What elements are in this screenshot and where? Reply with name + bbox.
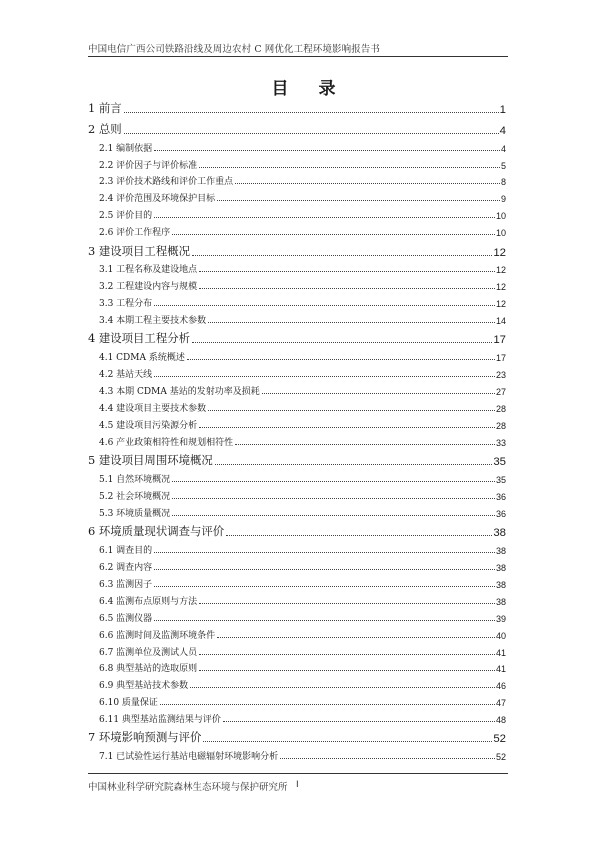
toc-entry-page: 38 xyxy=(495,546,506,557)
toc-dot-leader xyxy=(124,133,499,134)
toc-dot-leader xyxy=(154,552,495,553)
toc-dot-leader xyxy=(262,393,495,394)
toc-dot-leader xyxy=(154,586,495,587)
toc-entry-page: 10 xyxy=(495,211,506,222)
toc-entry-page: 38 xyxy=(495,563,506,574)
toc-entry-page: 27 xyxy=(495,387,506,398)
toc-section-entry[interactable] xyxy=(88,539,506,556)
toc-dot-leader xyxy=(192,255,492,256)
toc-entry-page: 47 xyxy=(495,698,506,709)
toc-dot-leader xyxy=(154,305,495,306)
toc-entry-label: 6 环境质量现状调查与评价 xyxy=(88,524,225,539)
toc-entry-page: 4 xyxy=(500,143,506,154)
toc-entry-label: 3.4 本期工程主要技术参数 xyxy=(99,316,207,327)
toc-entry-page: 39 xyxy=(495,613,506,624)
toc-dot-leader xyxy=(217,637,495,638)
toc-section-entry[interactable] xyxy=(88,380,506,397)
toc-entry-page: 35 xyxy=(495,475,506,486)
table-of-contents xyxy=(88,96,506,762)
toc-entry-page: 8 xyxy=(500,177,506,188)
toc-entry-page: 17 xyxy=(495,353,506,364)
toc-entry-page: 36 xyxy=(495,508,506,519)
toc-entry-label: 4.3 本期 CDMA 基站的发射功率及损耗 xyxy=(99,387,260,398)
toc-entry-page: 10 xyxy=(495,228,506,239)
toc-entry-label: 1 前言 xyxy=(88,101,122,116)
toc-entry-label: 4.4 建设项目主要技术参数 xyxy=(99,404,207,415)
toc-entry-page: 48 xyxy=(495,715,506,726)
toc-dot-leader xyxy=(172,515,495,516)
toc-entry-page: 17 xyxy=(493,334,506,347)
toc-entry-label: 3.1 工程名称及建设地点 xyxy=(99,265,198,276)
page-number: I xyxy=(296,779,299,790)
toc-dot-leader xyxy=(208,322,495,323)
toc-dot-leader xyxy=(199,427,495,428)
toc-entry-page: 12 xyxy=(495,265,506,276)
toc-dot-leader xyxy=(208,410,495,411)
toc-entry-label: 7.1 已试验性运行基站电磁辐射环境影响分析 xyxy=(99,752,279,763)
toc-entry-label: 4.1 CDMA 系统概述 xyxy=(99,353,185,364)
toc-entry-label: 6.4 监测布点原则与方法 xyxy=(99,596,198,607)
toc-entry-page: 36 xyxy=(495,491,506,502)
toc-entry-page: 46 xyxy=(495,681,506,692)
toc-entry-label: 2.4 评价范围及环境保护目标 xyxy=(99,194,216,205)
toc-section-entry[interactable] xyxy=(88,658,506,675)
toc-entry-label: 4.6 产业政策相符性和规划相符性 xyxy=(99,437,234,448)
toc-entry-label: 6.3 监测因子 xyxy=(99,579,153,590)
toc-dot-leader xyxy=(154,569,495,570)
toc-section-entry[interactable] xyxy=(88,431,506,448)
toc-section-entry[interactable] xyxy=(88,259,506,276)
toc-entry-label: 2 总则 xyxy=(88,121,122,136)
toc-entry-page: 52 xyxy=(495,752,506,763)
toc-section-entry[interactable] xyxy=(88,221,506,238)
toc-section-entry[interactable] xyxy=(88,691,506,708)
toc-section-entry[interactable] xyxy=(88,674,506,691)
toc-section-entry[interactable] xyxy=(88,137,506,154)
toc-section-entry[interactable] xyxy=(88,468,506,485)
toc-entry-label: 5.2 社会环境概况 xyxy=(99,491,171,502)
toc-dot-leader xyxy=(199,167,500,168)
toc-dot-leader xyxy=(172,498,495,499)
toc-entry-label: 2.1 编制依据 xyxy=(99,143,153,154)
toc-dot-leader xyxy=(215,464,493,465)
toc-dot-leader xyxy=(199,288,495,289)
toc-dot-leader xyxy=(172,234,495,235)
page-footer: 中国林业科学研究院森林生态环境与保护研究所 xyxy=(88,782,288,793)
toc-section-entry[interactable] xyxy=(88,641,506,658)
toc-entry-label: 3 建设项目工程概况 xyxy=(88,243,190,258)
toc-entry-page: 41 xyxy=(495,647,506,658)
toc-entry-page: 23 xyxy=(495,370,506,381)
toc-section-entry[interactable] xyxy=(88,414,506,431)
toc-entry-label: 5.3 环境质量概况 xyxy=(99,508,171,519)
toc-dot-leader xyxy=(217,200,500,201)
toc-entry-page: 12 xyxy=(493,246,506,259)
toc-entry-page: 40 xyxy=(495,630,506,641)
toc-chapter-entry[interactable] xyxy=(88,326,506,346)
toc-dot-leader xyxy=(199,654,495,655)
toc-dot-leader xyxy=(203,741,492,742)
toc-entry-page: 28 xyxy=(495,404,506,415)
toc-entry-page: 12 xyxy=(495,282,506,293)
toc-dot-leader xyxy=(154,150,500,151)
toc-dot-leader xyxy=(235,444,495,445)
toc-entry-label: 6.5 监测仪器 xyxy=(99,613,153,624)
toc-chapter-entry[interactable] xyxy=(88,448,506,468)
toc-section-entry[interactable] xyxy=(88,346,506,363)
toc-entry-label: 6.2 调查内容 xyxy=(99,563,153,574)
toc-section-entry[interactable] xyxy=(88,745,506,762)
toc-dot-leader xyxy=(226,535,492,536)
toc-section-entry[interactable] xyxy=(88,607,506,624)
toc-entry-page: 38 xyxy=(495,579,506,590)
toc-chapter-entry[interactable] xyxy=(88,96,506,116)
toc-section-entry[interactable] xyxy=(88,154,506,171)
toc-section-entry[interactable] xyxy=(88,275,506,292)
toc-entry-label: 4 建设项目工程分析 xyxy=(88,331,190,346)
toc-section-entry[interactable] xyxy=(88,624,506,641)
footer-divider xyxy=(88,773,508,774)
toc-dot-leader xyxy=(235,183,500,184)
toc-section-entry[interactable] xyxy=(88,502,506,519)
toc-chapter-entry[interactable] xyxy=(88,116,506,136)
toc-entry-label: 4.2 基站天线 xyxy=(99,370,153,381)
toc-entry-label: 5.1 自然环境概况 xyxy=(99,475,171,486)
toc-section-entry[interactable] xyxy=(88,309,506,326)
toc-entry-label: 5 建设项目周围环境概况 xyxy=(88,453,213,468)
toc-section-entry[interactable] xyxy=(88,204,506,221)
toc-entry-page: 1 xyxy=(499,104,506,117)
toc-entry-page: 12 xyxy=(495,299,506,310)
toc-chapter-entry[interactable] xyxy=(88,519,506,539)
toc-section-entry[interactable] xyxy=(88,485,506,502)
toc-dot-leader xyxy=(160,704,495,705)
toc-dot-leader xyxy=(172,481,495,482)
toc-dot-leader xyxy=(187,359,495,360)
toc-section-entry[interactable] xyxy=(88,590,506,607)
toc-entry-page: 52 xyxy=(493,733,506,746)
toc-entry-label: 6.9 典型基站技术参数 xyxy=(99,681,189,692)
toc-dot-leader xyxy=(154,217,495,218)
toc-section-entry[interactable] xyxy=(88,292,506,309)
toc-dot-leader xyxy=(154,376,495,377)
toc-entry-label: 3.3 工程分布 xyxy=(99,299,153,310)
toc-dot-leader xyxy=(192,342,492,343)
toc-entry-label: 2.5 评价目的 xyxy=(99,211,153,222)
toc-entry-label: 6.1 调查目的 xyxy=(99,546,153,557)
toc-chapter-entry[interactable] xyxy=(88,725,506,745)
header-divider xyxy=(88,56,508,57)
toc-entry-page: 38 xyxy=(495,596,506,607)
toc-entry-label: 6.10 质量保证 xyxy=(99,698,158,709)
page-header: 中国电信广西公司铁路沿线及周边农村 C 网优化工程环境影响报告书 xyxy=(88,44,381,55)
toc-dot-leader xyxy=(154,620,495,621)
toc-entry-page: 41 xyxy=(495,664,506,675)
toc-section-entry[interactable] xyxy=(88,187,506,204)
toc-entry-label: 3.2 工程建设内容与规模 xyxy=(99,282,198,293)
toc-entry-page: 35 xyxy=(493,456,506,469)
toc-entry-label: 6.8 典型基站的选取原则 xyxy=(99,664,198,675)
toc-section-entry[interactable] xyxy=(88,363,506,380)
toc-section-entry[interactable] xyxy=(88,556,506,573)
toc-entry-label: 2.6 评价工作程序 xyxy=(99,228,171,239)
toc-entry-label: 6.7 监测单位及测试人员 xyxy=(99,647,198,658)
toc-entry-page: 9 xyxy=(500,194,506,205)
toc-section-entry[interactable] xyxy=(88,397,506,414)
toc-dot-leader xyxy=(199,670,495,671)
toc-entry-label: 7 环境影响预测与评价 xyxy=(88,730,202,745)
toc-dot-leader xyxy=(124,112,499,113)
toc-dot-leader xyxy=(223,721,495,722)
toc-chapter-entry[interactable] xyxy=(88,238,506,258)
toc-entry-page: 5 xyxy=(500,160,506,171)
toc-entry-label: 6.11 典型基站监测结果与评价 xyxy=(99,715,221,726)
toc-entry-label: 2.2 评价因子与评价标准 xyxy=(99,160,198,171)
toc-section-entry[interactable] xyxy=(88,171,506,188)
toc-entry-label: 4.5 建设项目污染源分析 xyxy=(99,420,198,431)
toc-entry-page: 38 xyxy=(493,527,506,540)
toc-section-entry[interactable] xyxy=(88,708,506,725)
toc-section-entry[interactable] xyxy=(88,573,506,590)
toc-dot-leader xyxy=(280,758,495,759)
toc-dot-leader xyxy=(199,271,495,272)
toc-entry-page: 4 xyxy=(499,124,506,137)
toc-entry-page: 14 xyxy=(495,316,506,327)
toc-dot-leader xyxy=(190,687,495,688)
toc-dot-leader xyxy=(199,603,495,604)
toc-entry-label: 6.6 监测时间及监测环境条件 xyxy=(99,630,216,641)
toc-title: 目 录 xyxy=(271,79,348,99)
toc-entry-label: 2.3 评价技术路线和评价工作重点 xyxy=(99,177,234,188)
toc-entry-page: 33 xyxy=(495,437,506,448)
toc-entry-page: 28 xyxy=(495,420,506,431)
